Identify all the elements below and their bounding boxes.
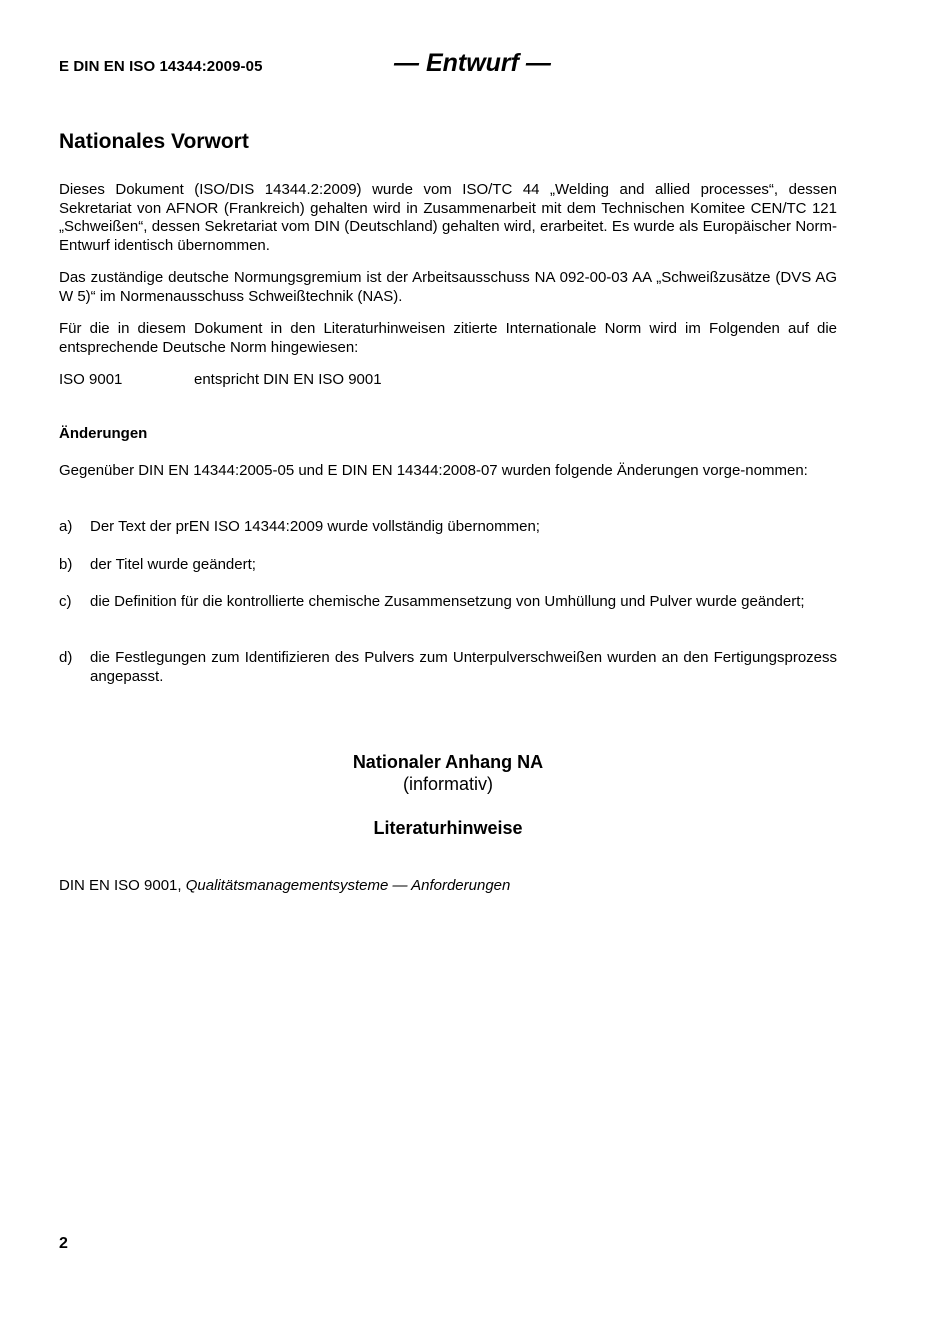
section-title-foreword: Nationales Vorwort xyxy=(59,130,249,153)
reference-code: ISO 9001 xyxy=(59,371,123,388)
changes-heading: Änderungen xyxy=(59,425,148,442)
list-item-text: die Definition für die kontrollierte chemische Zusammensetzung von Umhüllung und Pulver wurde geändert; xyxy=(90,593,805,610)
bibliography-title: Literaturhinweise xyxy=(373,818,523,838)
page-number: 2 xyxy=(59,1235,68,1252)
changes-intro: Gegenüber DIN EN 14344:2005-05 und E DIN EN 14344:2008-07 wurden folgende Änderungen vorge-nommen: xyxy=(59,462,808,479)
list-item-text: der Titel wurde geändert; xyxy=(90,556,256,573)
reference-equivalent: entspricht DIN EN ISO 9001 xyxy=(194,371,382,388)
foreword-paragraph: Dieses Dokument (ISO/DIS 14344.2:2009) wurde vom ISO/TC 44 „Welding and allied processes“, dessen Sekretariat von AFNOR (Frankreich) gehalten wird in Zusammenarbeit mit dem Technischen Komitee CEN/TC 121 „Schweißen“, dessen Sekretariat vom DIN (Deutschland) gehalten wird, erarbeitet. Es wurde als Europäischer Norm-Entwurf identisch übernommen. xyxy=(59,181,837,254)
draft-mark: — Entwurf — xyxy=(394,49,551,77)
list-item xyxy=(59,649,837,686)
list-item-text: Der Text der prEN ISO 14344:2009 wurde vollständig übernommen; xyxy=(90,518,540,535)
list-marker: b) xyxy=(59,556,73,573)
foreword-paragraph: Für die in diesem Dokument in den Literaturhinweisen zitierte Internationale Norm wird im Folgenden auf die entsprechende Deutsche Norm hingewiesen: xyxy=(59,320,837,356)
list-marker: c) xyxy=(59,593,72,610)
list-marker: a) xyxy=(59,518,73,535)
foreword-paragraph: Das zuständige deutsche Normungsgremium ist der Arbeitsausschuss NA 092-00-03 AA „Schweißzusätze (DVS AG W 5)“ im Normenausschuss Schweißtechnik (NAS). xyxy=(59,269,837,305)
annex-title: Nationaler Anhang NA xyxy=(352,752,544,772)
list-item xyxy=(59,593,837,612)
reference-row xyxy=(59,371,837,390)
document-id: E DIN EN ISO 14344:2009-05 xyxy=(59,58,263,75)
list-item xyxy=(59,518,837,537)
list-item-text: die Festlegungen zum Identifizieren des Pulvers zum Unterpulverschweißen wurden an den Fertigungsprozess angepasst. xyxy=(90,649,837,685)
list-item xyxy=(59,556,837,575)
list-marker: d) xyxy=(59,649,73,666)
annex-subtitle: (informativ) xyxy=(402,774,493,794)
bibliography-reference: DIN EN ISO 9001, xyxy=(59,877,182,894)
bibliography-entry xyxy=(59,877,510,896)
bibliography-entry-title: Qualitätsmanagementsysteme — Anforderungen xyxy=(185,877,511,894)
